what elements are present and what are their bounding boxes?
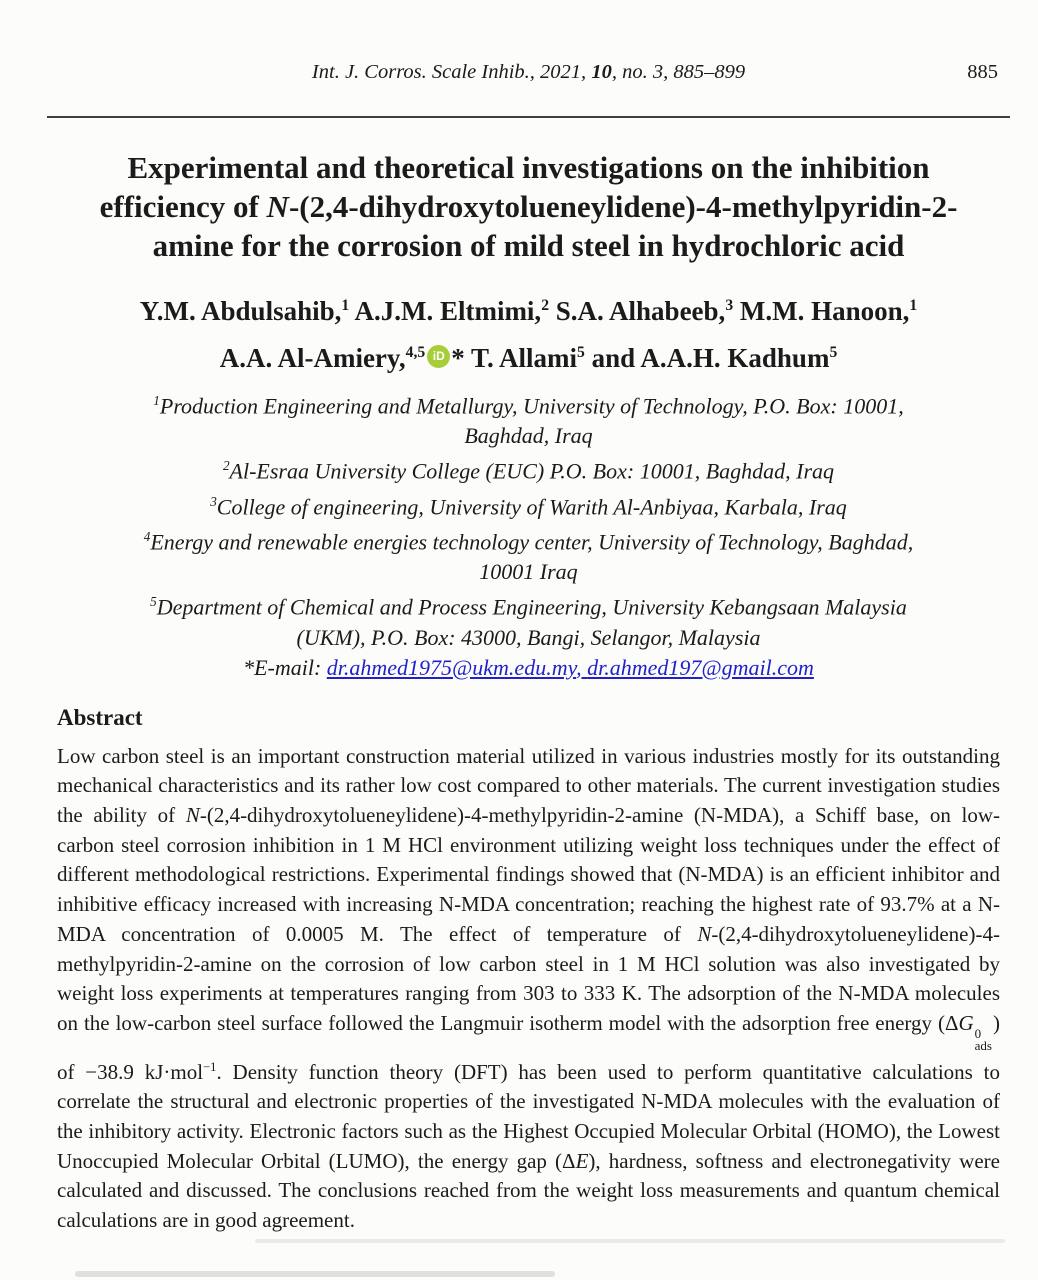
journal-reference-post: , no. 3, 885–899 bbox=[611, 61, 746, 83]
affiliation-5-line-2: (UKM), P.O. Box: 43000, Bangi, Selangor, Malaysia bbox=[296, 624, 761, 650]
affiliation-3-line-1: $^3$College of engineering, University of Warith Al-Anbiyaa, Karbala, Iraq bbox=[210, 493, 847, 519]
affiliation-4-line-1: $^4$Energy and renewable energies technology center, University of Technology, Baghdad, bbox=[143, 528, 914, 555]
affiliation-3-marker: 3 bbox=[210, 493, 217, 509]
scan-artifact-smudge bbox=[75, 1271, 555, 1277]
authors-line-2a: A.A. Al-Amiery,$^{4,5}$ bbox=[219, 343, 426, 373]
orcid-icon[interactable] bbox=[427, 345, 450, 368]
affiliation-4-line-2: 10001 Iraq bbox=[479, 559, 578, 585]
affiliations-block bbox=[57, 386, 1000, 653]
affiliation-4-marker: 4 bbox=[143, 528, 151, 544]
journal-reference-pre: Int. J. Corros. Scale Inhib., 2021, bbox=[311, 61, 592, 83]
affiliation-5-marker: 5 bbox=[150, 594, 157, 610]
authors-line-2 bbox=[57, 332, 1000, 379]
title-line-3: amine for the corrosion of mild steel in hydrochloric acid bbox=[152, 228, 905, 263]
journal-reference bbox=[312, 61, 745, 83]
title-line-2-post: -(2,4-dihydroxytolueneylidene)-4-methylpyridin-2- bbox=[288, 189, 958, 224]
affiliation-5-line-1: $^5$Department of Chemical and Process Engineering, University Kebangsaan Malaysia bbox=[150, 594, 907, 620]
email-link-2[interactable]: dr.ahmed197@gmail.com bbox=[587, 654, 814, 680]
authors-line-2b: * T. Allami$^5$ and A.A.H. Kadhum$^5$ bbox=[451, 343, 838, 373]
affiliation-1-line-1: $^1$Production Engineering and Metallurgy, University of Technology, P.O. Box: 10001, bbox=[153, 393, 904, 419]
affiliation-1-line-2: Baghdad, Iraq bbox=[464, 423, 593, 449]
title-line-2 bbox=[57, 187, 1000, 226]
title-line-2-pre: efficiency of bbox=[99, 189, 267, 224]
affiliation-1 bbox=[57, 386, 1000, 451]
scan-artifact-streak bbox=[255, 1239, 1005, 1243]
abstract-heading: Abstract bbox=[57, 704, 143, 730]
email-link-1[interactable]: dr.ahmed1975@ukm.edu.my bbox=[326, 654, 577, 680]
email-line bbox=[57, 653, 1000, 683]
title-line-1: Experimental and theoretical investigations on the inhibition bbox=[127, 150, 930, 185]
affiliation-2-line-1: $^2$Al-Esraa University College (EUC) P.O. Box: 10001, Baghdad, Iraq bbox=[222, 458, 835, 484]
title-line-2-compound-n: N bbox=[266, 189, 289, 224]
paper-title bbox=[57, 148, 1000, 265]
authors-block bbox=[57, 285, 1000, 379]
affiliation-2-marker: 2 bbox=[222, 458, 230, 474]
abstract-text: Low carbon steel is an important construction material utilized in various industries mostly for its outstanding mechanical characteristics and its rather low cost compared to other materials. The current investigation studies the ability of N-(2,4-dihydroxytolueneylidene)-4-methylpyridin-2-amine (N-MDA), a Schiff base, on low-carbon steel corrosion inhibition in 1 M HCl environment utilizing weight loss techniques under the effect of different methodological restrictions. Experimental findings showed that (N-MDA) is an efficient inhibitor and inhibitive efficacy increased with increasing N-MDA concentration; reaching the highest rate of 93.7% at a N-MDA concentration of 0.0005 M. The effect of temperature of N-(2,4-dihydroxytolueneylidene)-4-methylpyridin-2-amine on the corrosion of low carbon steel in 1 M HCl solution was also investigated by weight loss experiments at temperatures ranging from 303 to 333 K. The adsorption of the N-MDA molecules on the low-carbon steel surface followed the Langmuir isotherm model with the adsorption free energy (ΔG 0 ads ) of −38.9 kJ·mol$^{-1}$. Density function theory (DFT) has been used to perform quantitative calculations to correlate the structural and electronic properties of the investigated N-MDA molecules with the evaluation of the inhibitory activity. Electronic factors such as the Highest Occupied Molecular Orbital (HOMO), the Lowest Unoccupied Molecular Orbital (LUMO), the energy gap (ΔE), hardness, softness and electronegativity were calculated and discussed. The conclusions reached from the weight loss measurements and quantum chemical calculations are in good agreement. bbox=[57, 743, 1000, 1233]
header-divider bbox=[47, 116, 1010, 118]
affiliation-3 bbox=[57, 487, 1000, 522]
email-label: *E-mail: bbox=[243, 654, 327, 680]
affiliation-4 bbox=[57, 522, 1000, 587]
affiliation-5 bbox=[57, 587, 1000, 652]
affiliation-2 bbox=[57, 451, 1000, 486]
journal-header bbox=[57, 60, 1000, 84]
affiliation-1-marker: 1 bbox=[153, 393, 160, 408]
email-separator: , bbox=[576, 654, 588, 680]
journal-volume: 10 bbox=[591, 61, 612, 83]
orcid-icon-label: iD bbox=[432, 349, 445, 363]
page-number: 885 bbox=[967, 61, 998, 83]
authors-line-1: Y.M. Abdulsahib,$^1$ A.J.M. Eltmimi,$^2$ S.A. Alhabeeb,$^3$ M.M. Hanoon,$^1$ bbox=[139, 296, 918, 326]
